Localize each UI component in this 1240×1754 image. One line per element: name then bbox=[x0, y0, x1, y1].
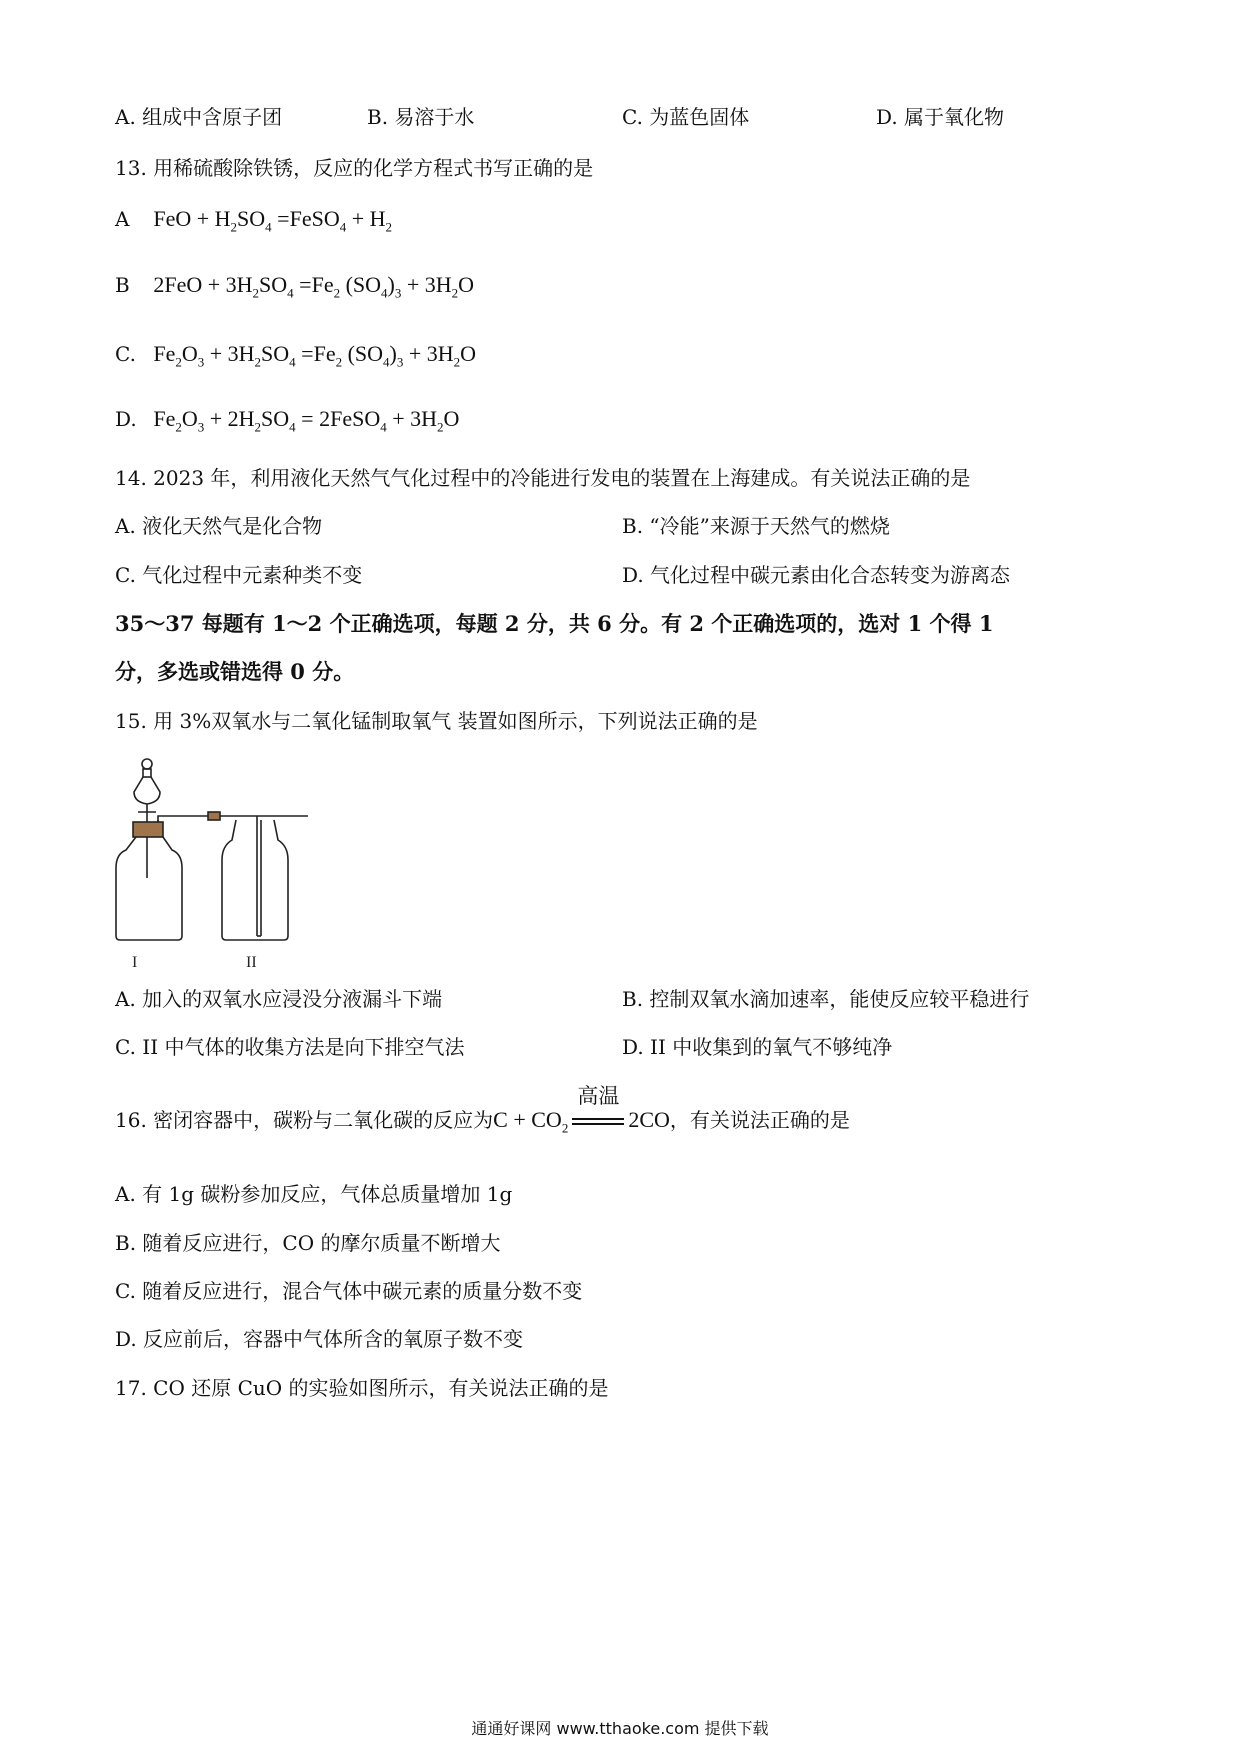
q13-label-a: A bbox=[115, 207, 130, 231]
q16-condition-arrow bbox=[572, 1084, 624, 1125]
q12-option-c: C. 为蓝色固体 bbox=[622, 105, 750, 129]
q14-stem: 14. 2023 年，利用液化天然气气化过程中的冷能进行发电的装置在上海建成。有关说法正确的是 bbox=[115, 466, 971, 490]
q15-option-a: A. 加入的双氧水应浸没分液漏斗下端 bbox=[115, 987, 443, 1011]
q14-option-a: A. 液化天然气是化合物 bbox=[115, 514, 323, 538]
q13-option-b bbox=[115, 270, 474, 308]
q15-apparatus-figure bbox=[108, 750, 308, 974]
q16-stem-prefix: 16. 密闭容器中，碳粉与二氧化碳的反应为 bbox=[115, 1108, 494, 1132]
q13-option-a bbox=[115, 204, 392, 242]
q16-reactants: $C + CO_2$ bbox=[493, 1107, 569, 1136]
q16-stem bbox=[115, 1084, 850, 1142]
page-footer[interactable]: 通通好课网 www.tthaoke.com 提供下载 bbox=[471, 1719, 769, 1738]
q14-option-d: D. 气化过程中碳元素由化合态转变为游离态 bbox=[622, 563, 1011, 587]
q13-label-c: C. bbox=[115, 342, 136, 366]
q15-figure-label-i: I bbox=[132, 954, 138, 971]
q17-stem: 17. CO 还原 CuO 的实验如图所示，有关说法正确的是 bbox=[115, 1376, 609, 1400]
q14-option-b: B. “冷能”来源于天然气的燃烧 bbox=[622, 514, 890, 538]
q16-option-a: A. 有 1g 碳粉参加反应，气体总质量增加 1g bbox=[115, 1182, 513, 1206]
q16-condition: 高温 bbox=[577, 1084, 620, 1108]
q12-option-b: B. 易溶于水 bbox=[367, 105, 475, 129]
q15-option-b: B. 控制双氧水滴加速率，能使反应较平稳进行 bbox=[622, 987, 1030, 1011]
section-instructions-line2: 分，多选或错选得 0 分。 bbox=[115, 659, 355, 684]
q15-option-d: D. II 中收集到的氧气不够纯净 bbox=[622, 1035, 893, 1059]
q15-option-c: C. II 中气体的收集方法是向下排空气法 bbox=[115, 1035, 465, 1059]
q13-formula-b: $2FeO + 3H_2SO_4 =Fe_2$ $(SO_4)_3 + 3H_2O$ bbox=[153, 272, 475, 301]
q12-option-d: D. 属于氧化物 bbox=[876, 105, 1005, 129]
q13-option-c bbox=[115, 339, 476, 377]
q16-option-d: D. 反应前后，容器中气体所含的氧原子数不变 bbox=[115, 1327, 524, 1351]
q16-option-c: C. 随着反应进行，混合气体中碳元素的质量分数不变 bbox=[115, 1279, 583, 1303]
q13-label-d: D. bbox=[115, 407, 137, 431]
q16-option-b: B. 随着反应进行，CO 的摩尔质量不断增大 bbox=[115, 1231, 501, 1255]
section-instructions-line1: 35～37 每题有 1～2 个正确选项，每题 2 分，共 6 分。有 2 个正确选项的，选对 1 个得 1 bbox=[115, 611, 994, 636]
q12-option-a: A. 组成中含原子团 bbox=[115, 105, 283, 129]
q15-stem: 15. 用 3%双氧水与二氧化锰制取氧气 装置如图所示，下列说法正确的是 bbox=[115, 709, 758, 733]
q14-option-c: C. 气化过程中元素种类不变 bbox=[115, 563, 363, 587]
q13-label-b: B bbox=[115, 273, 130, 297]
q13-formula-c: $Fe_2O_3 + 3H_2SO_4 =Fe_2$ $(SO_4)_3 + 3H_2O$ bbox=[153, 341, 477, 370]
q15-figure-label-ii: II bbox=[246, 954, 257, 971]
q13-stem: 13. 用稀硫酸除铁锈，反应的化学方程式书写正确的是 bbox=[115, 156, 594, 180]
q16-stem-suffix: ，有关说法正确的是 bbox=[669, 1108, 850, 1132]
q16-products: 2CO bbox=[628, 1107, 670, 1132]
q13-formula-a: FeO + $H_2SO_4$ =FeSO$_4$ + $H_2$ bbox=[153, 206, 392, 235]
q13-option-d bbox=[115, 404, 459, 442]
q13-formula-d: $Fe_2O_3 + 2H_2SO_4$ = 2FeSO$_4$ + $3H_2O$ bbox=[153, 406, 460, 435]
